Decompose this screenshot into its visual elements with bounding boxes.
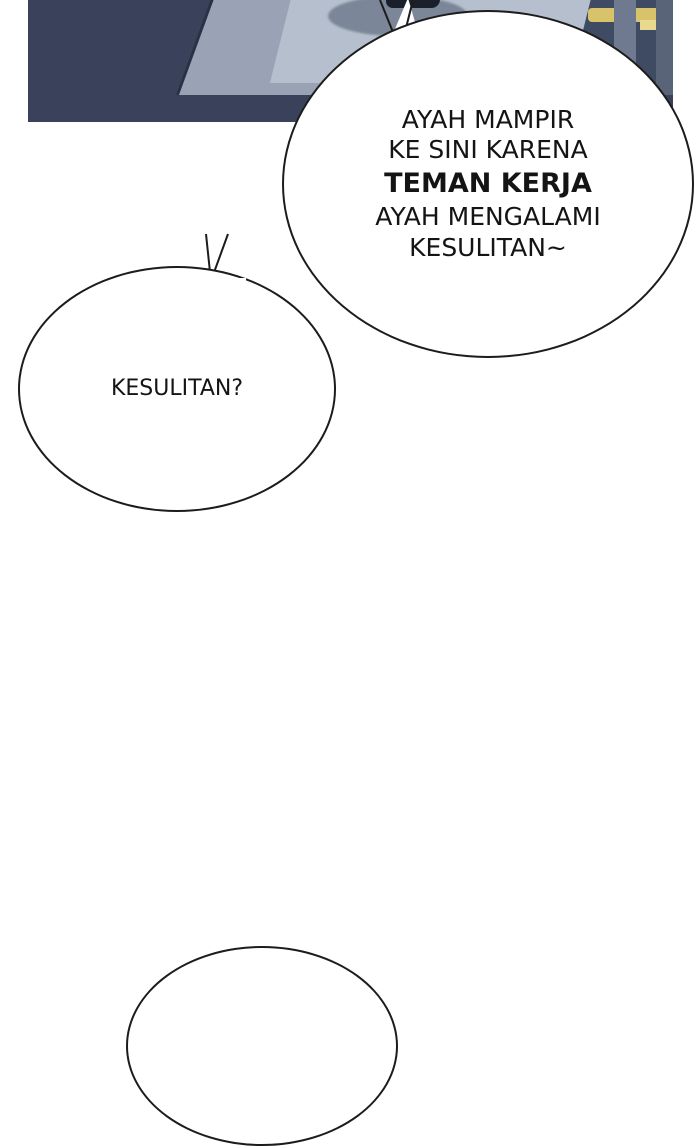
speech-bubble-second (18, 266, 336, 512)
panel-pillar-two (656, 0, 673, 100)
speech-line-3: AYAH MENGALAMI (375, 202, 601, 232)
speech-bubble-second-text: KESULITAN? (110, 375, 244, 401)
speech-line-4: KESULITAN~ (409, 232, 567, 262)
speech-line-emphasis: TEMAN KERJA (384, 167, 592, 199)
speech-bubble-main-tail-cover (380, 48, 440, 66)
speech-bubble-third (126, 946, 398, 1146)
speech-bubble-main (282, 10, 694, 358)
speech-bubble-second-tail-cover (200, 278, 246, 294)
speech-line-1: AYAH MAMPIR (401, 104, 575, 134)
speech-line-2: KE SINI KARENA (388, 135, 588, 165)
speech-bubble-main-text (363, 105, 612, 264)
